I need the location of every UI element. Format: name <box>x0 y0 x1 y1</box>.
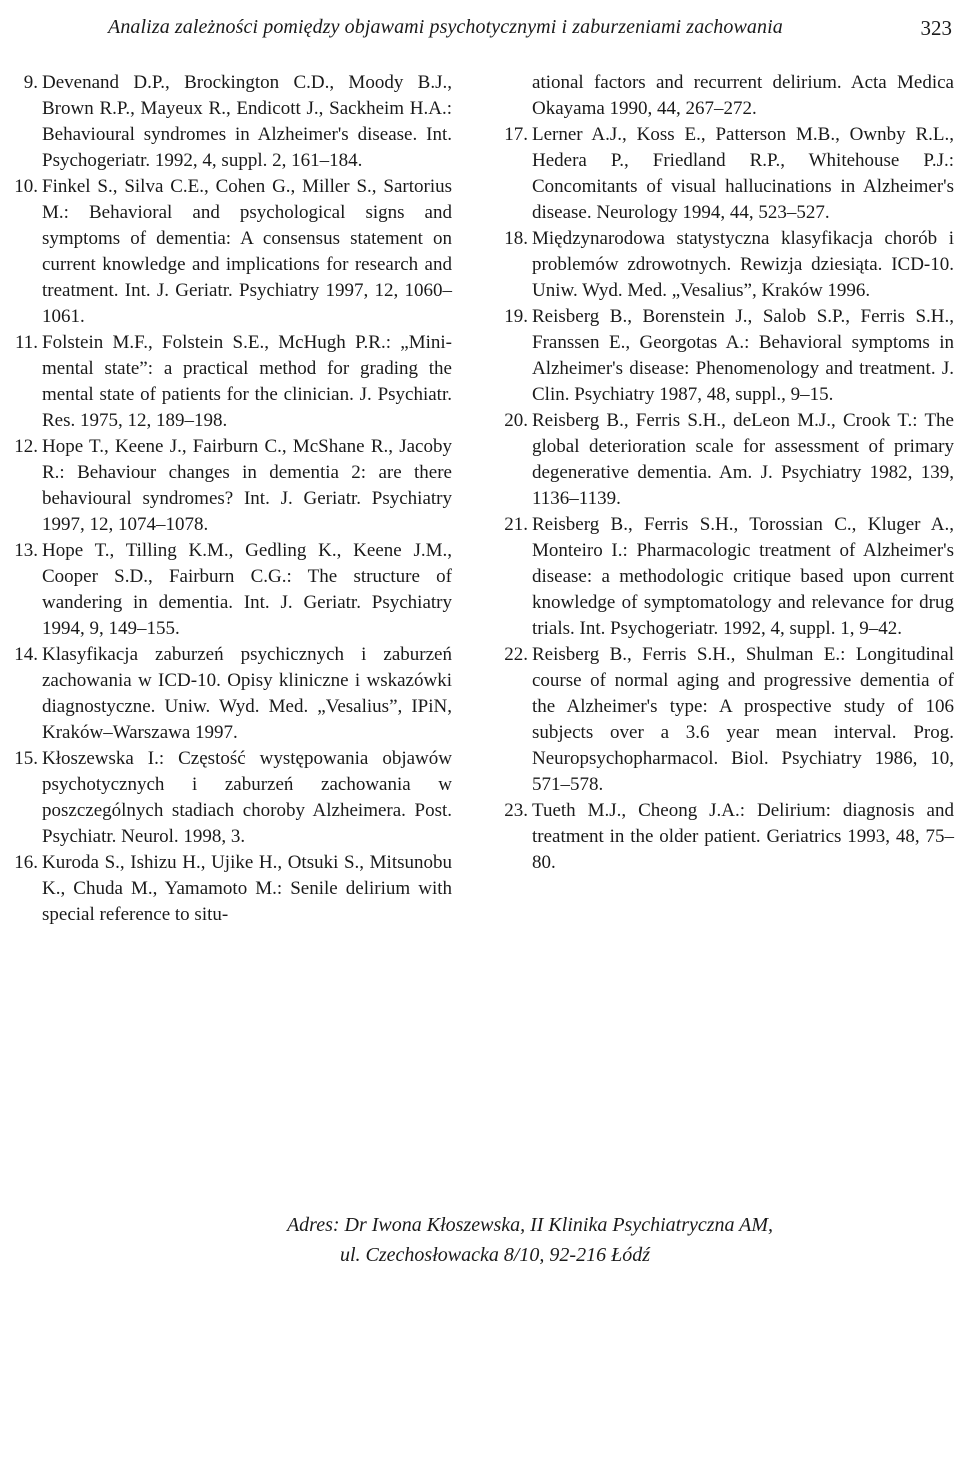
reference-text: Międzynarodowa statystyczna klasyfikacja chorób i problemów zdrowotnych. Rewizja dziesiąta. ICD-10. Uniw. Wyd. Med. „Vesalius”, Kraków 1996. <box>532 228 954 301</box>
reference-text: Lerner A.J., Koss E., Patterson M.B., Ownby R.L., Hedera P., Friedland R.P., Whitehouse P.J.: Concomitants of visual hallucinations in Alzheimer's disease. Neurology 1994, 44, 523–527. <box>532 124 954 223</box>
reference-number: 11. <box>14 332 38 353</box>
references-right-column <box>498 70 954 876</box>
page-number: 323 <box>920 16 952 40</box>
reference-text: Folstein M.F., Folstein S.E., McHugh P.R.: „Mini-mental state”: a practical method for grading the mental state of patients for the clinician. J. Psychiatr. Res. 1975, 12, 189–198. <box>42 332 452 431</box>
author-address <box>0 1210 960 1270</box>
reference-continuation <box>498 70 954 122</box>
reference-number: 10. <box>14 176 38 197</box>
reference-number: 14. <box>14 644 38 665</box>
reference-text: Klasyfikacja zaburzeń psychicznych i zaburzeń zachowania w ICD-10. Opisy kliniczne i wskazówki diagnostyczne. Uniw. Wyd. Med. „Vesalius”, IPiN, Kraków–Warszawa 1997. <box>42 644 452 743</box>
reference-text: Kuroda S., Ishizu H., Ujike H., Otsuki S., Mitsunobu K., Chuda M., Yamamoto M.: Senile delirium with special reference to situ- <box>42 852 452 925</box>
reference-text: Reisberg B., Ferris S.H., deLeon M.J., Crook T.: The global deterioration scale for assessment of primary degenerative dementia. Am. J. Psychiatry 1982, 139, 1136–1139. <box>532 410 954 509</box>
reference-text: Hope T., Tilling K.M., Gedling K., Keene J.M., Cooper S.D., Fairburn C.G.: The structure of wandering in dementia. Int. J. Geriatr. Psychiatry 1994, 9, 149–155. <box>42 540 452 639</box>
reference-number: 19. <box>504 306 528 327</box>
reference-number: 15. <box>14 748 38 769</box>
reference-text: Tueth M.J., Cheong J.A.: Delirium: diagnosis and treatment in the older patient. Geriatrics 1993, 48, 75–80. <box>532 800 954 873</box>
address-line-1: Adres: Dr Iwona Kłoszewska, II Klinika Psychiatryczna AM, <box>286 1214 774 1236</box>
reference-text: Reisberg B., Ferris S.H., Shulman E.: Longitudinal course of normal aging and progressive dementia of the Alzheimer's type: A prospective study of 106 subjects over a 3.6 year mean interval. Prog. Neuropsychopharmacol. Biol. Psychiatry 1986, 10, 571–578. <box>532 644 954 795</box>
reference-text: Reisberg B., Borenstein J., Salob S.P., Ferris S.H., Franssen E., Georgotas A.: Behavioral symptoms in Alzheimer's disease: Phenomenology and treatment. J. Clin. Psychiatry 1987, 48, suppl., 9–15. <box>532 306 954 405</box>
reference-item <box>8 746 452 850</box>
reference-item <box>8 174 452 330</box>
reference-text: Devenand D.P., Brockington C.D., Moody B.J., Brown R.P., Mayeux R., Endicott J., Sackheim H.A.: Behavioural syndromes in Alzheimer's disease. Int. Psychogeriatr. 1992, 4, suppl. 2, 161–184. <box>42 72 452 171</box>
reference-item <box>498 512 954 642</box>
reference-number: 17. <box>504 124 528 145</box>
reference-item <box>498 304 954 408</box>
reference-item <box>8 330 452 434</box>
running-title: Analiza zależności pomiędzy objawami psychotycznymi i zaburzeniami zachowania <box>108 16 783 38</box>
reference-text: Reisberg B., Ferris S.H., Torossian C., Kluger A., Monteiro I.: Pharmacologic treatment of Alzheimer's disease: a methodologic critique based upon current knowledge of symptomatology and relevance for drug trials. Int. Psychogeriatr. 1992, 4, suppl. 1, 9–42. <box>532 514 954 639</box>
reference-item <box>8 642 452 746</box>
reference-number: 22. <box>504 644 528 665</box>
reference-item <box>498 226 954 304</box>
reference-number: 12. <box>14 436 38 457</box>
reference-item <box>8 70 452 174</box>
reference-number: 13. <box>14 540 38 561</box>
reference-text: Kłoszewska I.: Częstość występowania objawów psychotycznych i zaburzeń zachowania w poszczególnych stadiach choroby Alzheimera. Post. Psychiatr. Neurol. 1998, 3. <box>42 748 452 847</box>
reference-text: Hope T., Keene J., Fairburn C., McShane R., Jacoby R.: Behaviour changes in dementia 2: are there behavioural syndromes? Int. J. Geriatr. Psychiatry 1997, 12, 1074–1078. <box>42 436 452 535</box>
reference-item <box>498 122 954 226</box>
reference-text: ational factors and recurrent delirium. Acta Medica Okayama 1990, 44, 267–272. <box>532 72 954 119</box>
references-left-column <box>8 70 452 928</box>
reference-number: 20. <box>504 410 528 431</box>
reference-item <box>498 408 954 512</box>
reference-number: 23. <box>504 800 528 821</box>
reference-number: 18. <box>504 228 528 249</box>
reference-number: 9. <box>23 72 38 93</box>
running-header <box>0 12 960 46</box>
reference-item <box>8 850 452 928</box>
reference-text: Finkel S., Silva C.E., Cohen G., Miller S., Sartorius M.: Behavioral and psychological signs and symptoms of dementia: A consensus statement on current knowledge and implications for research and treatment. Int. J. Geriatr. Psychiatry 1997, 12, 1060–1061. <box>42 176 452 327</box>
reference-number: 21. <box>504 514 528 535</box>
reference-number: 16. <box>14 852 38 873</box>
reference-item <box>498 642 954 798</box>
reference-item <box>8 434 452 538</box>
reference-item <box>8 538 452 642</box>
address-line-2: ul. Czechosłowacka 8/10, 92-216 Łódź <box>340 1244 650 1266</box>
reference-item <box>498 798 954 876</box>
